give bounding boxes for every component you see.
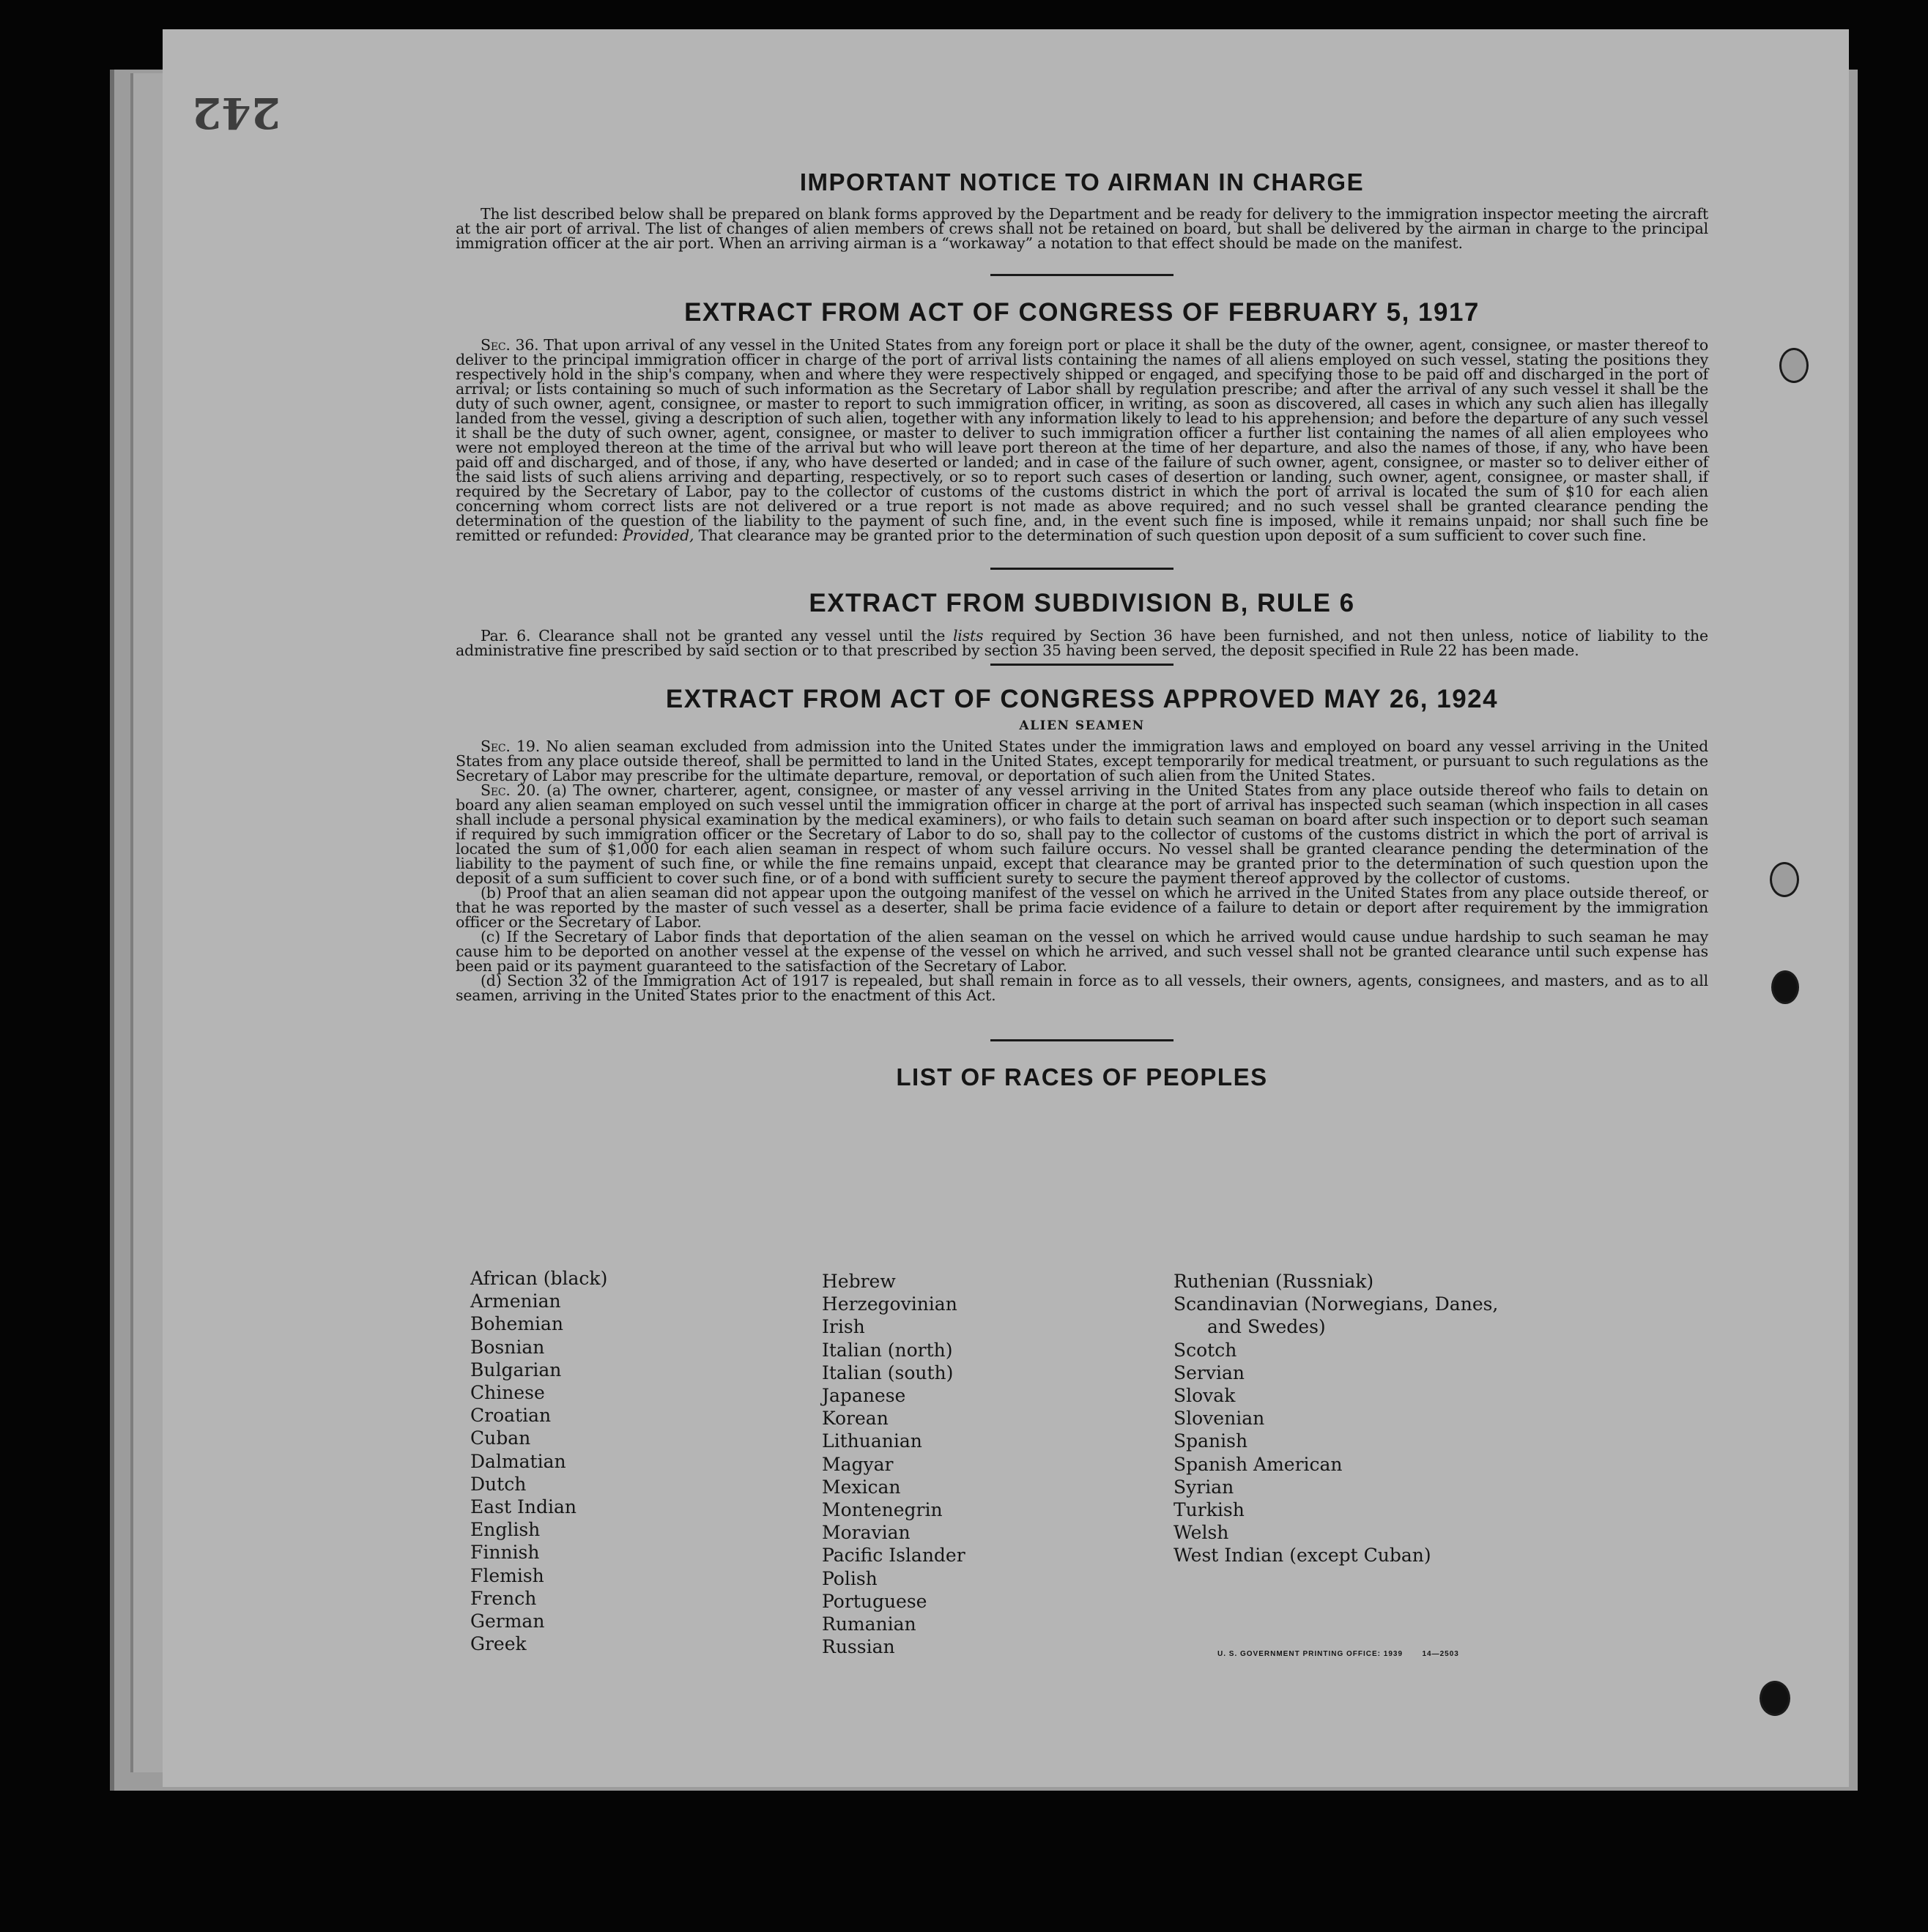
act-1924-sec-20c: (c) If the Secretary of Labor finds that deportation of the alien seaman on the vessel on which he arrived would cause undue hardship to such seaman he may cause him to be deported on another vessel at the expense of the vessel on which he arrived, and such vessel shall not be granted clearance until such expense has been paid or its payment guaranteed to the satisfaction of the Secretary of Labor. xyxy=(456,928,1708,975)
race-item: Dutch xyxy=(470,1473,527,1495)
race-item: Mexican xyxy=(822,1476,901,1498)
race-item: West Indian (except Cuban) xyxy=(1174,1545,1431,1567)
race-item: Italian (south) xyxy=(822,1361,954,1383)
races-column-3 xyxy=(1174,1270,1498,1567)
rule-6-par-6 xyxy=(456,628,1708,658)
divider-rule xyxy=(990,1039,1174,1041)
binder-hole xyxy=(1779,348,1809,383)
race-item: Rumanian xyxy=(822,1613,916,1635)
race-item: Spanish American xyxy=(1174,1453,1343,1475)
race-item: Ruthenian (Russniak) xyxy=(1174,1271,1374,1292)
races-title: LIST OF RACES OF PEOPLES xyxy=(896,1063,1268,1091)
notice-text: The list described below shall be prepared on blank forms approved by the Department and be ready for delivery to the immigration inspector meeting the aircraft at the air port of arrival. The list of changes of alien members of crews shall not be retained on board, but shall be delivered by the airman in charge to the principal immigration officer at the air port. When an arriving airman is a “workaway” a notation to that effect should be made on the manifest. xyxy=(456,205,1708,252)
handwritten-page-number: 242 xyxy=(192,88,281,138)
act-1924-sec-20b: (b) Proof that an alien seaman did not appear upon the outgoing manifest of the vessel on which he arrived in the United States from any place outside thereof, or that he was reported by the master of such vessel as a deserter, shall be prima facie evidence of a failure to detain or deport after requirement by the immigration officer or the Secretary of Labor. xyxy=(456,884,1708,931)
race-item: Polish xyxy=(822,1567,878,1589)
races-list xyxy=(470,1267,1716,1677)
par-6-text-end: required by Section 36 have been furnished, and not then unless, notice of liability to the administrative fine prescribed by said section or to that prescribed by section 35 having been served, the deposit specified in Rule 22 has been made. xyxy=(456,627,1708,659)
printer-imprint: U. S. GOVERNMENT PRINTING OFFICE: 1939 xyxy=(1217,1650,1404,1658)
race-item: Croatian xyxy=(470,1405,552,1427)
act-1924-sec-20a xyxy=(456,783,1708,885)
main-text-column xyxy=(456,168,1708,1091)
document-page xyxy=(163,29,1849,1787)
race-item: Syrian xyxy=(1174,1476,1234,1498)
race-item: Chinese xyxy=(470,1382,545,1404)
notice-title: IMPORTANT NOTICE TO AIRMAN IN CHARGE xyxy=(799,168,1365,196)
par-6-text: Clearance shall not be granted any vessel until the xyxy=(538,627,946,644)
act-1924-title: EXTRACT FROM ACT OF CONGRESS APPROVED MAY 26, 1924 xyxy=(665,685,1499,713)
par-6-lists: lists xyxy=(952,627,984,644)
race-item: Montenegrin xyxy=(822,1499,943,1521)
sec-19-text: No alien seaman excluded from admission into the United States under the immigration laws and employed on board any vessel arriving in the United States from any place outside thereof, shall be permitted to land in the United States, except temporarily for medical treatment, or pursuant to such regulations as the Secretary of Labor may prescribe for the ultimate departure, removal, or deportation of such alien from the United States. xyxy=(456,737,1708,784)
race-item: Korean xyxy=(822,1408,889,1430)
act-1917-title: EXTRACT FROM ACT OF CONGRESS OF FEBRUARY 5, 1917 xyxy=(684,298,1480,327)
race-item: Hebrew xyxy=(822,1271,896,1292)
race-item: Lithuanian xyxy=(822,1430,922,1452)
race-item: Magyar xyxy=(822,1453,894,1475)
divider-rule xyxy=(990,664,1174,666)
race-item: English xyxy=(470,1519,541,1541)
race-item: Herzegovinian xyxy=(822,1293,957,1315)
race-item: East Indian xyxy=(470,1496,576,1518)
race-item: Greek xyxy=(470,1633,527,1655)
race-item: Bohemian xyxy=(470,1313,564,1335)
binder-hole xyxy=(1770,862,1799,897)
act-1924-sec-19 xyxy=(456,739,1708,783)
race-item: Irish xyxy=(822,1316,865,1338)
races-column-2 xyxy=(822,1270,965,1658)
race-item: Turkish xyxy=(1174,1499,1245,1521)
race-item: Armenian xyxy=(470,1290,561,1312)
binder-hole xyxy=(1771,970,1799,1004)
divider-rule xyxy=(990,274,1174,276)
race-item: African (black) xyxy=(470,1268,608,1289)
sec-36-label: Sec. 36. xyxy=(481,336,539,354)
race-item: Pacific Islander xyxy=(822,1545,965,1567)
races-column-1 xyxy=(470,1267,607,1655)
race-item: Slovak xyxy=(1174,1385,1236,1407)
race-item: Welsh xyxy=(1174,1522,1229,1544)
race-item: Bulgarian xyxy=(470,1359,562,1381)
sec-36-provided: Provided, xyxy=(623,527,694,544)
alien-seamen-subheading: ALIEN SEAMEN xyxy=(1019,718,1145,733)
race-item: Scotch xyxy=(1174,1339,1237,1361)
race-item: Scandinavian (Norwegians, Danes, xyxy=(1174,1293,1499,1315)
sec-20-label: Sec. 20. xyxy=(481,781,541,799)
race-item: Dalmatian xyxy=(470,1450,566,1472)
race-item: Russian xyxy=(822,1636,895,1658)
sec-19-label: Sec. 19. xyxy=(481,737,541,755)
printer-footer xyxy=(1217,1650,1459,1658)
race-item: Italian (north) xyxy=(822,1339,953,1361)
sec-36-text: That upon arrival of any vessel in the United States from any foreign port or place it shall be the duty of the owner, agent, consignee, or master thereof to deliver to the principal immigration officer in charge of the port of arrival lists containing the names of all aliens employed on such vessel, stating the positions they respectively hold in the ship's company, when and where they were respectively shipped or engaged, and specifying those to be paid off and discharged in the port of arrival; or lists containing so much of such information as the Secretary of Labor shall by regulation prescribe; and after the arrival of any such vessel it shall be the duty of such owner, agent, consignee, or master to report to such immigration officer, in writing, as soon as discovered, all cases in which any such alien has illegally landed from the vessel, giving a description of such alien, together with any information likely to lead to his apprehension; and before the departure of any such vessel it shall be the duty of such owner, agent, consignee, or master to deliver to such immigration officer a further list containing the names of all alien employees who were not employed thereon at the time of the arrival but who will leave port thereon at the time of her departure, and also the names of those, if any, who have been paid off and discharged, and of those, if any, who have deserted or landed; and in case of the failure of such owner, agent, consignee, or master so to deliver either of the said lists of such aliens arriving and departing, respectively, or so to report such cases of desertion or landing, such owner, agent, consignee, or master shall, if required by the Secretary of Labor, pay to the collector of customs of the customs district in which the port of arrival is located the sum of $10 for each alien concerning whom correct lists are not delivered or a true report is not made as above required; and no such vessel shall be granted clearance pending the determination of the question of the liability to the payment of such fine, and, in the event such fine is imposed, while it remains unpaid; nor shall such fine be remitted or refunded: xyxy=(456,336,1708,544)
race-item: German xyxy=(470,1610,545,1632)
race-item: Spanish xyxy=(1174,1430,1248,1452)
act-1917-sec-36 xyxy=(456,338,1708,543)
race-item: Servian xyxy=(1174,1361,1245,1383)
race-item: Slovenian xyxy=(1174,1408,1265,1430)
form-number: 14—2503 xyxy=(1422,1650,1459,1658)
race-item: Japanese xyxy=(822,1385,906,1407)
race-item: Cuban xyxy=(470,1427,531,1449)
race-item: Moravian xyxy=(822,1522,911,1544)
race-item: Bosnian xyxy=(470,1336,545,1358)
race-item: and Swedes) xyxy=(1207,1316,1326,1338)
act-1924-sec-20d: (d) Section 32 of the Immigration Act of 1917 is repealed, but shall remain in force as to all vessels, their owners, agents, consignees, and masters, and as to all seamen, arriving in the United States prior to the enactment of this Act. xyxy=(456,972,1708,1004)
race-item: Flemish xyxy=(470,1564,544,1586)
race-item: French xyxy=(470,1587,537,1609)
par-6-label: Par. 6. xyxy=(481,627,531,644)
sec-36-text-end: That clearance may be granted prior to the determination of such question upon deposit of a sum sufficient to cover such fine. xyxy=(698,527,1647,544)
race-item: Portuguese xyxy=(822,1590,927,1612)
binder-hole xyxy=(1760,1681,1790,1716)
divider-rule xyxy=(990,568,1174,570)
rule-6-title: EXTRACT FROM SUBDIVISION B, RULE 6 xyxy=(809,589,1355,617)
sec-20a-text: (a) The owner, charterer, agent, consignee, or master of any vessel arriving in the United States from any place outside thereof who fails to detain on board any alien seaman employed on such vessel until the immigration officer in charge at the port of arrival has inspected such seaman (which inspection in all cases shall include a personal physical examination by the medical examiners), or who fails to detain such seaman on board after such inspection or to deport such seaman if required by such immigration officer or the Secretary of Labor to do so, shall pay to the collector of customs of the customs district in which the port of arrival is located the sum of $1,000 for each alien seaman in respect of whom such failure occurs. No vessel shall be granted clearance pending the determination of the liability to the payment of such fine, or while the fine remains unpaid, except that clearance may be granted prior to the determination of such question upon the deposit of a sum sufficient to cover such fine, or of a bond with sufficient surety to secure the payment thereof approved by the collector of customs. xyxy=(456,781,1708,887)
race-item: Finnish xyxy=(470,1542,540,1564)
